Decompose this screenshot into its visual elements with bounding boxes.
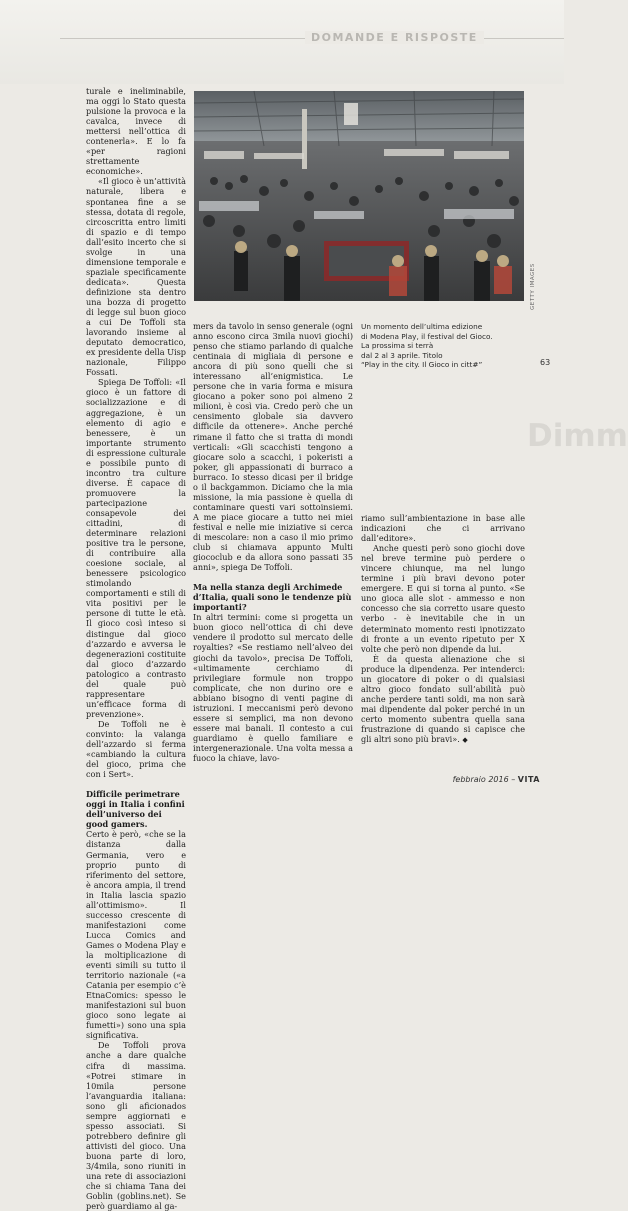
paragraph: riamo sull’ambientazione in base alle indicazioni che ci arrivano dall’editore». — [361, 513, 525, 544]
caption-line: Un momento dell’ultima edizione — [361, 322, 483, 331]
photo-caption — [361, 322, 521, 370]
paragraph: Spiega De Toffoli: «Il gioco è un fattore di socializzazione e di aggregazione, è un elemento di agio e benessere, è un importante strumento di espressione culturale e possibile punto di incontro tra culture diverse. È capace di promuovere la partecipazione consapevole dei cittadini, di determinare relazioni positive tra le persone, di contribuire alla coesione sociale, al benessere psicologico stimolando comportamenti e stili di vita positivi per le persone di tutte le età. Il gioco così inteso si distingue dal gioco d’azzardo e avversa le degenerazioni costituite dal gioco d’azzardo patologico a contrasto del quale può rappresentare un’efficace forma di prevenzione». — [86, 377, 186, 719]
paragraph: Certo è però, «che se la distanza dalla Germania, vero e proprio punto di riferimento del settore, è ancora ampia, il trend in Italia lascia spazio all’ottimismo». Il successo crescente di manifestazioni come Lucca Comics and Games o Modena Play e la moltiplicazione di eventi simili su tutto il territorio nazionale («a Catania per esempio c’è EtnaComics: spesso le manifestazioni sul buon gioco sono legate ai fumetti») sono una spia significativa. — [86, 829, 186, 1041]
column-2 — [193, 321, 353, 763]
event-photo-illustration — [194, 91, 524, 301]
page-footer — [453, 775, 540, 784]
paragraph-text: È da questa alienazione che si produce la dipendenza. Per intenderci: un giocatore di poker o di qualsiasi altro gioco fondato sull’abilità può anche perdere tanti soldi, ma non sarà mai dipendente dal poker perché in un certo momento subentra quella sana frustrazione di quando si capisce che gli altri sono più bravi». — [361, 653, 525, 745]
page-number: 63 — [540, 358, 551, 367]
paragraph: In altri termini: come si progetta un buon gioco nell’ottica di chi deve vendere il prodotto sul mercato delle royalties? «Se restiamo nell’alveo dei giochi da tavolo», precisa De Toffoli, «ultimamente cerchiamo di privilegiare formule non troppo complicate, che non durino ore e abbiano bisogno di venti pagine di istruzioni. I meccanismi però devono essere si semplici, ma non devono essere mai banali. Il contesto a cui guardiamo è quello familiare e intergenerazionale. Una volta messa a fuoco la chiave, lavo- — [193, 612, 353, 763]
caption-line: dal 2 al 3 aprile. Titolo — [361, 350, 443, 360]
section-label: DOMANDE E RISPOSTE — [305, 31, 484, 44]
column-3 — [361, 513, 525, 745]
column-1 — [86, 86, 186, 1211]
bleed-through-text: Dimm — [527, 418, 628, 454]
issue-date: febbraio 2016 — [452, 775, 509, 784]
paragraph: Anche questi però sono giochi dove nel breve termine può perdere o vincere chiunque, ma nel lungo termine i più bravi devono poter emergere. E qui si torna al punto. «Se uno gioca alle slot - ammesso e non concesso che sia corretto usare questo verbo - è inevitabile che in un determinato momento resti ipnotizzato di fronte a un evento ripetuto per X volte che però non dipende da lui. — [361, 543, 525, 654]
footer-separator: – — [508, 775, 518, 784]
paragraph: turale e ineliminabile, ma oggi lo Stato questa pulsione la provoca e la cavalca, invece di mettersi nell’ottica di contenerla». E lo fa «per ragioni strettamente economiche». — [86, 86, 186, 177]
caption-line: di Modena Play, il festival del Gioco. — [361, 331, 493, 341]
paragraph — [361, 654, 525, 745]
paragraph: «Il gioco è un’attività naturale, libera e spontanea fine a se stessa, dotata di regole, circoscritta entro limiti di spazio e di tempo dall’esito incerto che si svolge in una dimensione temporale e spaziale specificamente dedicata». Questa definizione sta dentro una bozza di progetto di legge sul buon gioco a cui De Toffoli sta lavorando insieme al deputato democratico, ex presidente della Uisp nazionale, Filippo Fossati. — [86, 176, 186, 378]
subheading: Difficile perimetrare oggi in Italia i confini dell’universo dei good gamers. — [86, 789, 185, 830]
event-photo — [194, 91, 524, 301]
magazine-brand: VITA — [517, 775, 540, 784]
caption-line: La prossima si terrà — [361, 341, 434, 351]
caption-line: “Play in the city. Il Gioco in citt#” — [361, 360, 483, 370]
subheading: Ma nella stanza degli Archimede d’Italia, quali sono le tendenze più importanti? — [193, 582, 352, 613]
paragraph: mers da tavolo in senso generale (ogni anno escono circa 3mila nuovi giochi) penso che stiamo parlando di qualche centinaia di migliaia di persone e ancora di più sono quelli che si interessano all’enigmistica. Le persone che in varia forma e misura giocano a poker sono poi almeno 2 milioni, è così via. Credo però che un censimento globale sia davvero difficile da ottenere». Anche perché rimane il fatto che si tratta di mondi verticali: «Gli scacchisti tengono a giocare solo a scacchi, i pokeristi a poker, gli appassionati di burraco a burraco. Io stesso dicasi per il bridge o il backgammon. Diciamo che la mia missione, la mia passione è quella di contaminare questi vari sottoinsiemi. A me piace giocare a tutto nei miei festival e nelle mie iniziative si cerca di mescolare: non a caso il mio primo club si chiamava appunto Multi giococlub e da allora sono passati 35 anni», spiega De Toffoli. — [193, 321, 353, 573]
paragraph: De Toffoli prova anche a dare qualche cifra di massima. «Potrei stimare in 10mila persone l’avanguardia italiana: sono gli aficionados sempre aggiornati e spesso associati. Si potrebbero definire gli attivisti del gioco. Una buona parte di loro, 3/4mila, sono riuniti in una rete di associazioni che si chiama Tana dei Goblin (goblins.net). Se però guardiamo al ga- — [86, 1040, 186, 1211]
end-mark-icon: ◆ — [462, 736, 468, 745]
photo-credit: GETTY IMAGES — [530, 263, 536, 310]
paragraph: De Toffoli ne è convinto: la valanga dell’azzardo si ferma «cambiando la cultura del gioco, prima che con i Sert». — [86, 718, 186, 780]
